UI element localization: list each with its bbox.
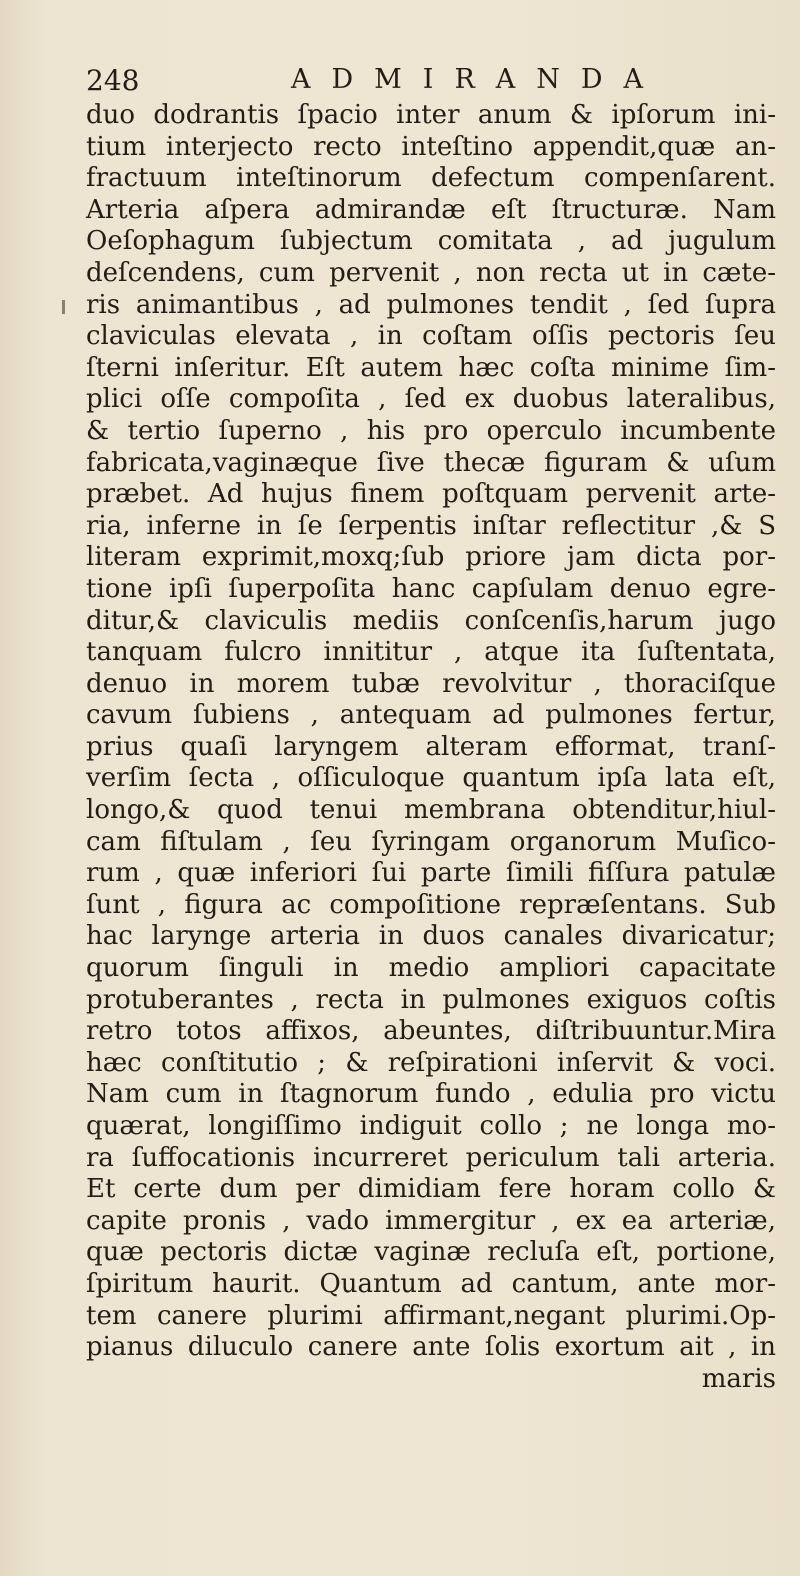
text-line: fabricata,vaginæque ſive thecæ figuram & uſum (86, 447, 776, 478)
text-line: rum , quæ inferiori ſui parte ſimili fiſſura patulæ (86, 858, 776, 889)
text-line: quæ pectoris dictæ vaginæ recluſa eſt, portione, (86, 1237, 776, 1268)
text-line: ditur,& claviculis mediis conſcenſis,harum jugo (86, 605, 776, 636)
text-line: præbet. Ad hujus finem poſtquam pervenit arte- (86, 479, 776, 510)
text-line: pianus diluculo canere ante ſolis exortum ait , in (86, 1332, 776, 1363)
text-line: duo dodrantis ſpacio inter anum & ipſorum ini- (86, 100, 776, 130)
text-line: capite pronis , vado immergitur , ex ea arteriæ, (86, 1205, 776, 1236)
text-line: hæc conſtitutio ; & reſpirationi inſervit & voci. (86, 1047, 776, 1078)
text-line: Et certe dum per dimidiam fere horam collo & (86, 1174, 776, 1205)
text-line: ria, inferne in ſe ſerpentis inſtar reflectitur ,& S (86, 510, 776, 541)
text-line: longo,& quod tenui membrana obtenditur,hiul- (86, 795, 776, 826)
text-line: retro totos affixos, abeuntes, diſtribuuntur.Mira (86, 1016, 776, 1047)
text-line: claviculas elevata , in coſtam oſſis pectoris ſeu (86, 321, 776, 352)
text-line: ris animantibus , ad pulmones tendit , ſed ſupra (86, 289, 776, 320)
text-line: fractuum inteſtinorum defectum compenſarent. (86, 163, 776, 194)
text-line: ra ſuffocationis incurreret periculum tali arteria. (86, 1142, 776, 1173)
text-line: hac larynge arteria in duos canales divaricatur; (86, 921, 776, 952)
page-header (86, 60, 706, 100)
text-line: ſunt , figura ac compoſitione repræſentans. Sub (86, 889, 776, 920)
margin-mark (62, 300, 65, 314)
text-line: cavum ſubiens , antequam ad pulmones fertur, (86, 700, 776, 731)
text-line: tanquam fulcro innititur , atque ita ſuſtentata, (86, 637, 776, 668)
text-line: quærat, longiſſimo indiguit collo ; ne longa mo- (86, 1111, 776, 1141)
text-line: cam fiſtulam , ſeu ſyringam organorum Muſico- (86, 826, 776, 857)
text-line: Arteria aſpera admirandæ eſt ſtructuræ. Nam (86, 194, 776, 225)
body-text (86, 100, 776, 1395)
text-line: ſterni inſeritur. Eſt autem hæc coſta minime ſim- (86, 352, 776, 383)
text-line: deſcendens, cum pervenit , non recta ut in cæte- (86, 257, 776, 288)
text-line: & tertio ſuperno , his pro operculo incumbente (86, 415, 776, 446)
text-line: tium interjecto recto inteſtino appendit,quæ an- (86, 131, 776, 162)
text-line: protuberantes , recta in pulmones exiguos coſtis (86, 984, 776, 1015)
page-number: 248 (86, 64, 140, 97)
catchword: maris (701, 1363, 776, 1394)
text-line: denuo in morem tubæ revolvitur , thoraciſque (86, 668, 776, 699)
text-line: plici oſſe compoſita , ſed ex duobus lateralibus, (86, 384, 776, 415)
text-line: quorum ſinguli in medio ampliori capacitate (86, 953, 776, 984)
text-line: Oeſophagum ſubjectum comitata , ad jugulum (86, 226, 776, 257)
text-line: literam exprimit,moxq;ſub priore jam dicta por- (86, 542, 776, 573)
text-line: tem canere plurimi affirmant,negant plurimi.Op- (86, 1300, 776, 1331)
text-line: prius quaſi laryngem alteram efformat, tranſ- (86, 731, 776, 762)
text-line: tione ipſi ſuperpoſita hanc capſulam denuo egre- (86, 573, 776, 604)
text-line: ſpiritum haurit. Quantum ad cantum, ante mor- (86, 1268, 776, 1299)
text-line: verſim ſecta , oſſiculoque quantum ipſa lata eſt, (86, 763, 776, 794)
running-head: ADMIRANDA (291, 64, 665, 95)
text-line: Nam cum in ſtagnorum fundo , edulia pro victu (86, 1079, 776, 1110)
